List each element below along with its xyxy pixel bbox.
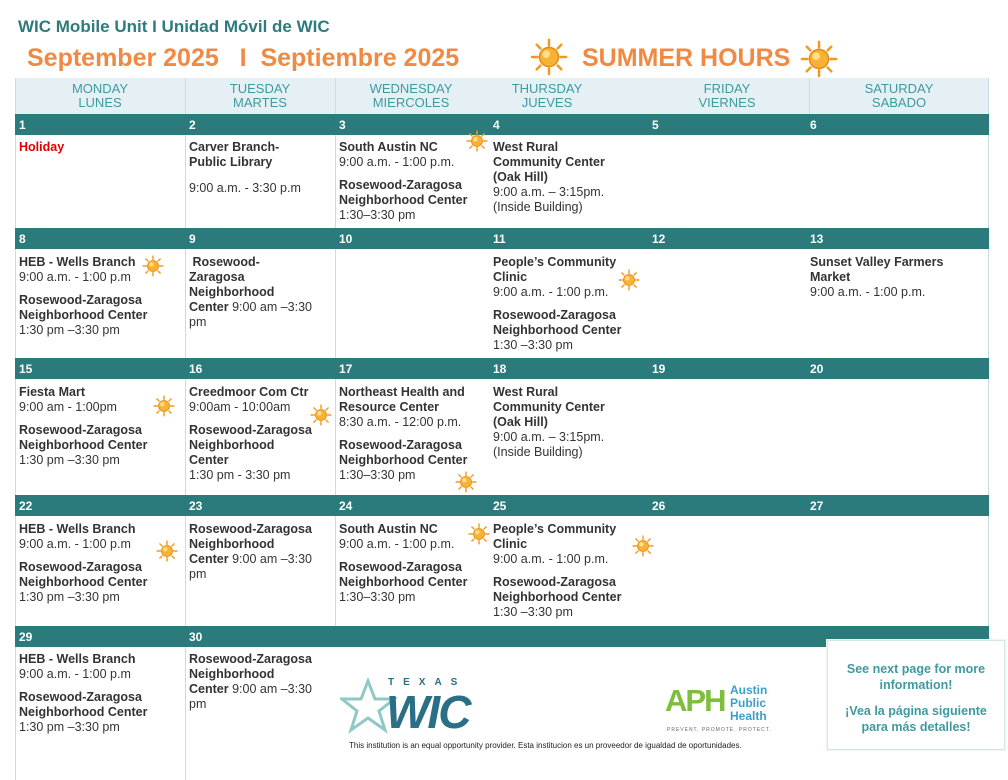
holiday-label: Holiday	[19, 140, 65, 154]
day-number: 3	[339, 118, 346, 132]
sun-icon	[800, 40, 838, 78]
week-band	[15, 114, 989, 135]
column-divider	[185, 78, 186, 780]
sun-icon	[310, 404, 332, 426]
sun-icon	[142, 255, 164, 277]
cell-sep-3: South Austin NC 9:00 a.m. - 1:00 p.m. Rosewood-Zaragosa Neighborhood Center 1:30–3:30 pm	[339, 140, 468, 222]
day-number: 15	[19, 362, 33, 376]
day-number: 17	[339, 362, 353, 376]
cell-sep-30: Rosewood-Zaragosa Neighborhood Center 9:00 am –3:30 pm	[189, 652, 312, 711]
day-number: 11	[493, 232, 506, 246]
column-divider	[15, 78, 16, 780]
day-number: 1	[19, 118, 26, 132]
day-number: 2	[189, 118, 196, 132]
cell-sep-16: Creedmoor Com Ctr 9:00am - 10:00am Rosewood-Zaragosa Neighborhood Center 1:30 pm - 3:30 pm	[189, 385, 312, 482]
column-divider	[335, 78, 336, 628]
cell-sep-1	[19, 140, 64, 155]
header-tuesday: TUESDAY MARTES	[229, 81, 291, 110]
wic-logo-top-text: TEXAS	[388, 677, 467, 688]
austin-public-health-logo	[663, 683, 788, 739]
summer-hours-heading: SUMMER HOURS	[582, 44, 791, 72]
cell-sep-17: Northeast Health and Resource Center 8:30 a.m. - 12:00 p.m. Rosewood-Zaragosa Neighborhood Center 1:30–3:30 pm	[339, 385, 468, 482]
sun-icon	[153, 395, 175, 417]
day-number: 10	[339, 232, 353, 246]
header-friday: FRIDAY VIERNES	[698, 81, 756, 110]
aph-mark: APH	[665, 683, 725, 718]
month-heading: September 2025 I Septiembre 2025	[27, 44, 460, 72]
sun-icon	[618, 269, 640, 291]
day-number: 25	[493, 499, 507, 513]
cell-sep-4: West Rural Community Center (Oak Hill) 9:00 a.m. – 3:15pm. (Inside Building)	[493, 140, 605, 214]
cell-sep-11: People’s Community Clinic 9:00 a.m. - 1:00 p.m. Rosewood-Zaragosa Neighborhood Center 1:30 –3:30 pm	[493, 255, 622, 352]
info-box: See next page for more information! ¡Vea la página siguiente para más detalles!	[827, 640, 1005, 750]
day-number: 9	[189, 232, 196, 246]
sun-icon	[468, 523, 490, 545]
day-number: 20	[810, 362, 824, 376]
cell-sep-15: Fiesta Mart 9:00 am - 1:00pm Rosewood-Zaragosa Neighborhood Center 1:30 pm –3:30 pm	[19, 385, 148, 467]
week-band	[15, 495, 989, 516]
day-number: 22	[19, 499, 33, 513]
page-title: WIC Mobile Unit I Unidad Móvil de WIC	[18, 17, 330, 36]
sun-icon	[466, 130, 488, 152]
cell-sep-22: HEB - Wells Branch 9:00 a.m. - 1:00 p.m Rosewood-Zaragosa Neighborhood Center 1:30 pm –3:30 pm	[19, 522, 148, 604]
cell-sep-8: HEB - Wells Branch 9:00 a.m. - 1:00 p.m Rosewood-Zaragosa Neighborhood Center 1:30 pm –3:30 pm	[19, 255, 148, 337]
column-divider	[988, 78, 989, 628]
day-number: 19	[652, 362, 666, 376]
day-number: 29	[19, 630, 33, 644]
week-band	[15, 228, 989, 249]
day-number: 26	[652, 499, 666, 513]
day-number: 18	[493, 362, 507, 376]
sun-icon	[455, 471, 477, 493]
header-saturday: SATURDAY SABADO	[864, 81, 934, 110]
weekday-header	[15, 78, 989, 114]
sun-icon	[530, 38, 568, 76]
header-thursday: THURSDAY JUEVES	[511, 81, 583, 110]
cell-sep-2: Carver Branch- Public Library 9:00 a.m. - 3:30 p.m	[189, 140, 301, 195]
day-number: 12	[652, 232, 666, 246]
day-number: 8	[19, 232, 26, 246]
header-monday: MONDAY LUNES	[71, 81, 129, 110]
header-wednesday: WEDNESDAY MIERCOLES	[369, 81, 453, 110]
sun-icon	[632, 535, 654, 557]
aph-wordmark: Austin Public Health	[730, 683, 768, 723]
day-number: 24	[339, 499, 353, 513]
day-number: 5	[652, 118, 659, 132]
cell-sep-13: Sunset Valley Farmers Market 9:00 a.m. - 1:00 p.m.	[810, 255, 944, 299]
day-number: 23	[189, 499, 203, 513]
day-number: 30	[189, 630, 203, 644]
cell-sep-9: Rosewood- Zaragosa Neighborhood Center 9:00 am –3:30 pm	[189, 255, 312, 329]
column-divider	[809, 78, 810, 114]
cell-sep-18: West Rural Community Center (Oak Hill) 9:00 a.m. – 3:15pm. (Inside Building)	[493, 385, 605, 459]
day-number: 4	[493, 118, 500, 132]
aph-tagline: PREVENT. PROMOTE. PROTECT.	[667, 727, 772, 733]
sun-icon	[156, 540, 178, 562]
day-number: 13	[810, 232, 824, 246]
cell-sep-29: HEB - Wells Branch 9:00 a.m. - 1:00 p.m Rosewood-Zaragosa Neighborhood Center 1:30 pm –3:30 pm	[19, 652, 148, 734]
wic-logo-text: WIC	[386, 686, 470, 738]
texas-wic-logo	[340, 677, 490, 739]
day-number: 16	[189, 362, 203, 376]
day-number: 27	[810, 499, 824, 513]
cell-sep-23: Rosewood-Zaragosa Neighborhood Center 9:00 am –3:30 pm	[189, 522, 312, 581]
week-band	[15, 358, 989, 379]
cell-sep-25: People’s Community Clinic 9:00 a.m. - 1:00 p.m. Rosewood-Zaragosa Neighborhood Center 1:30 –3:30 pm	[493, 522, 622, 619]
footer-disclaimer: This institution is an equal opportunity provider. Esta institucion es un proveedor de igualdad de oportunidades.	[349, 741, 742, 750]
day-number: 6	[810, 118, 817, 132]
cell-sep-24: South Austin NC 9:00 a.m. - 1:00 p.m. Rosewood-Zaragosa Neighborhood Center 1:30–3:30 pm	[339, 522, 468, 604]
